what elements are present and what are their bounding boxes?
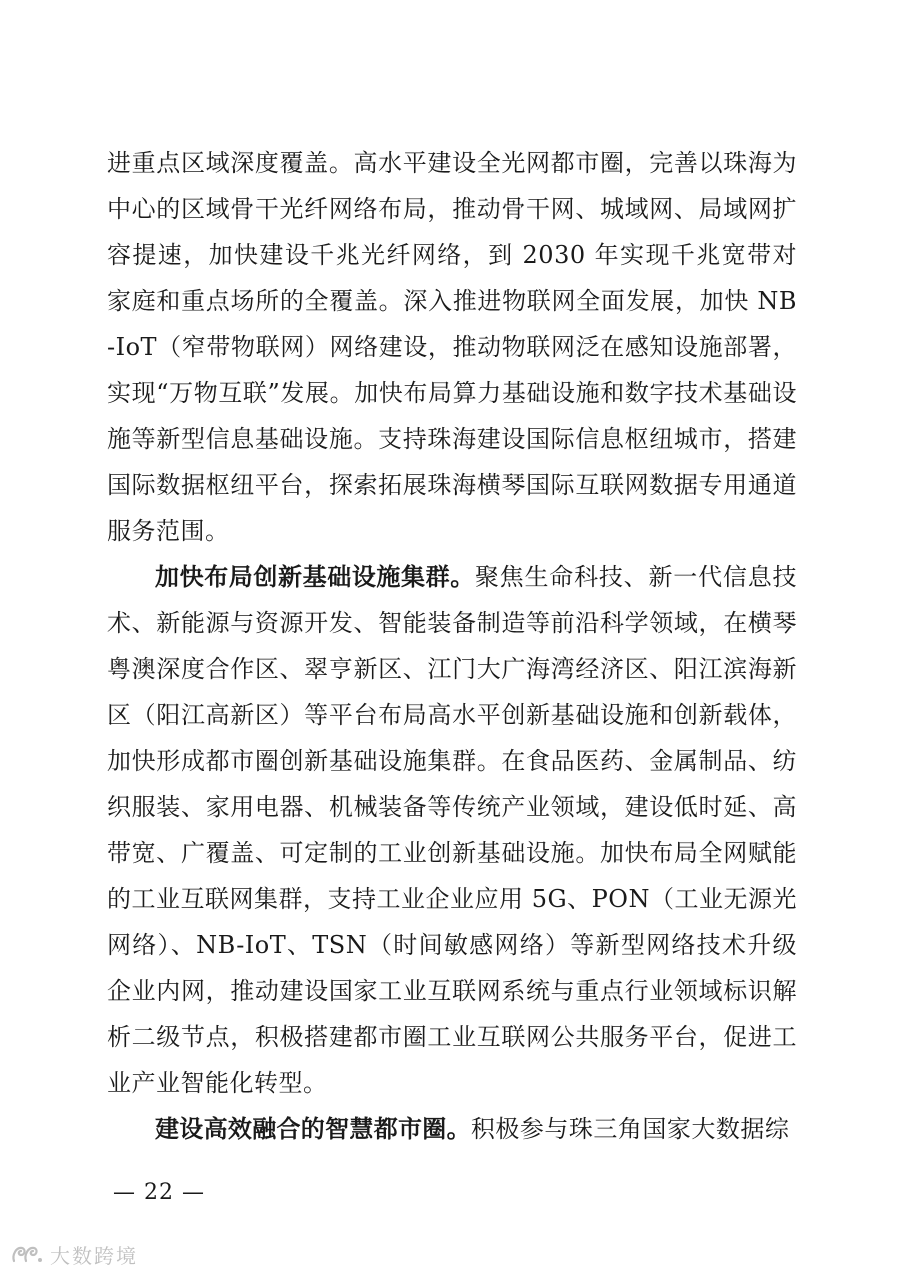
paragraph-3	[107, 1106, 797, 1152]
paragraph-2	[107, 554, 797, 1106]
watermark-text: 大数跨境	[50, 1244, 138, 1268]
page-number: — 22 —	[113, 1180, 205, 1205]
paragraph-2-text: 聚焦生命科技、新一代信息技术、新能源与资源开发、智能装备制造等前沿科学领域，在横琴粤澳深度合作区、翠亨新区、江门大广海湾经济区、阳江滨海新区（阳江高新区）等平台布局高水平创新基础设施和创新载体，加快形成都市圈创新基础设施集群。在食品医药、金属制品、纺织服装、家用电器、机械装备等传统产业领域，建设低时延、高带宽、广覆盖、可定制的工业创新基础设施。加快布局全网赋能的工业互联网集群，支持工业企业应用 5G、PON（工业无源光网络）、NB-IoT、TSN（时间敏感网络）等新型网络技术升级企业内网，推动建设国家工业互联网系统与重点行业领域标识解析二级节点，积极搭建都市圈工业互联网公共服务平台，促进工业产业智能化转型。	[107, 563, 798, 1097]
paragraph-3-heading: 建设高效融合的智慧都市圈。	[155, 1115, 471, 1143]
paragraph-1-text: 进重点区域深度覆盖。高水平建设全光网都市圈，完善以珠海为中心的区域骨干光纤网络布局，推动骨干网、城域网、局域网扩容提速，加快建设千兆光纤网络，到 2030 年实现千兆宽带对家庭和重点场所的全覆盖。深入推进物联网全面发展，加快 NB-IoT（窄带物联网）网络建设，推动物联网泛在感知设施部署，实现“万物互联”发展。加快布局算力基础设施和数字技术基础设施等新型信息基础设施。支持珠海建设国际信息枢纽城市，搭建国际数据枢纽平台，探索拓展珠海横琴国际互联网数据专用通道服务范围。	[107, 149, 797, 545]
watermark-logo-icon	[10, 1243, 44, 1267]
paragraph-1	[107, 140, 797, 554]
watermark	[10, 1240, 138, 1269]
paragraph-2-heading: 加快布局创新基础设施集群。	[155, 563, 475, 591]
paragraph-3-text: 积极参与珠三角国家大数据综	[470, 1115, 790, 1143]
body-text	[107, 140, 797, 1152]
